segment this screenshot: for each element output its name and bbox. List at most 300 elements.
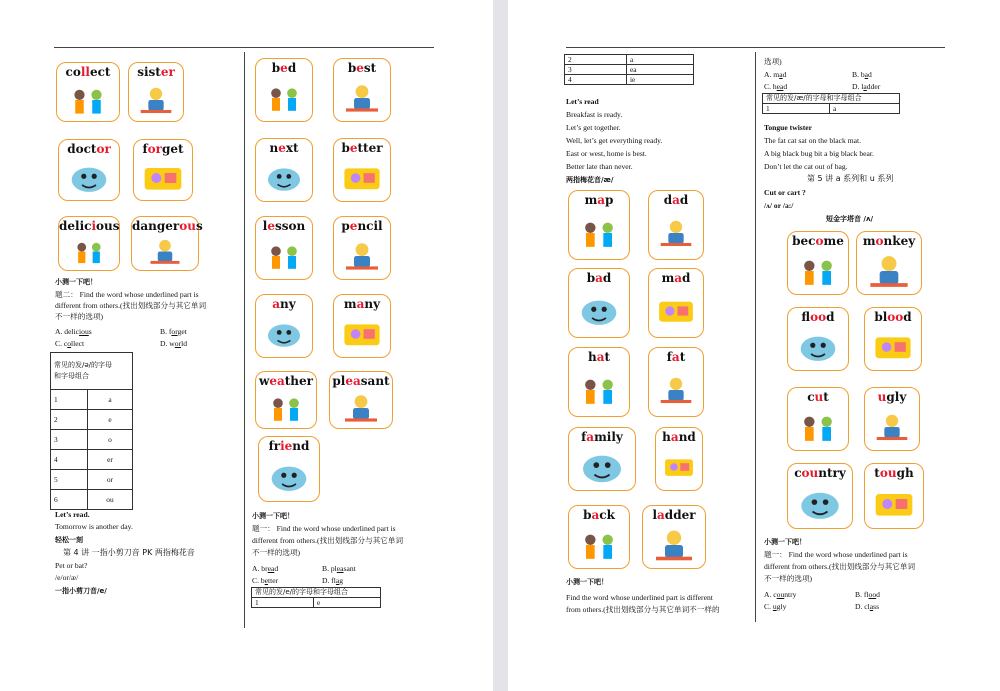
header-rule: [566, 47, 945, 48]
card-word: [256, 141, 312, 155]
word-part: fr: [268, 439, 281, 453]
option-d: D. flag: [322, 576, 344, 585]
word-part: ny: [280, 297, 296, 311]
word-card: [58, 139, 120, 201]
table-cell: 3: [565, 65, 627, 75]
word-card: [642, 505, 706, 569]
table-header: 常见的发/e/的字母和字母组合: [252, 588, 381, 598]
family-icon: [573, 448, 631, 486]
word-part: m: [862, 234, 876, 248]
word-card: [568, 505, 630, 569]
word-card: [131, 216, 203, 271]
letter-table-e-cont: [564, 54, 694, 85]
option-a: A. country: [764, 590, 797, 599]
card-word: [59, 219, 119, 233]
card-word: [865, 466, 923, 480]
table-row: [51, 430, 133, 450]
word-part: b: [347, 61, 357, 75]
card-word: [256, 219, 312, 233]
word-part: h: [662, 430, 671, 444]
table-cell: a: [88, 390, 133, 410]
tongue-twister-title: Tongue twister: [764, 123, 813, 132]
scissor-sound-title: 一指小剪刀音/e/: [55, 587, 107, 595]
word-part: f: [142, 142, 148, 156]
card-word: [865, 310, 921, 324]
read-line: Well, let’s get everything ready.: [566, 136, 663, 145]
card-word: [129, 65, 183, 79]
word-highlight: e: [280, 61, 288, 75]
word-highlight: a: [597, 193, 606, 207]
word-highlight: er: [160, 65, 175, 79]
word-part: m: [343, 297, 357, 311]
question-line: different from others.(找出划线部分与其它单词: [764, 562, 916, 571]
practice-title: 小测一下吧！: [252, 512, 294, 520]
word-card: [255, 294, 313, 358]
next-kids-icon: [260, 159, 308, 197]
card-word: [256, 297, 312, 311]
question-line: 题一： Find the word whose underlined part is: [252, 524, 396, 533]
word-highlight: oo: [887, 310, 904, 324]
read-line: Let’s get together.: [566, 123, 621, 132]
word-card: [787, 463, 853, 529]
word-part: nd: [678, 430, 696, 444]
table-row: [51, 410, 133, 430]
lesson-4-title: 第 4 讲 一指小剪刀音 PK 两指梅花音: [63, 548, 195, 557]
word-part: fl: [801, 310, 811, 324]
card-word: [643, 508, 705, 522]
read-line: Tomorrow is another day.: [55, 522, 133, 531]
word-part: sist: [137, 65, 161, 79]
fat-man-icon: [653, 368, 699, 412]
table-cell: 4: [565, 75, 627, 85]
word-part: dder: [664, 508, 696, 522]
word-card: [864, 387, 920, 451]
word-highlight: a: [670, 430, 679, 444]
word-card: [864, 463, 924, 529]
word-part: c: [794, 466, 802, 480]
word-highlight: e: [349, 219, 358, 233]
word-part: nkey: [883, 234, 916, 248]
table-cell: er: [88, 450, 133, 470]
word-part: p: [605, 193, 614, 207]
sisters-icon: [133, 83, 179, 117]
card-word: [330, 374, 392, 388]
blackboard-icon: [260, 237, 308, 275]
pleasant-icon: [334, 392, 388, 424]
word-highlight: i: [91, 219, 97, 233]
card-word: [569, 271, 629, 285]
table-cell: 3: [51, 430, 88, 450]
doctor-icon: [63, 160, 115, 196]
card-word: [57, 65, 119, 79]
monkey-icon: [861, 252, 917, 290]
karate-icon: [869, 484, 919, 524]
word-part: l: [262, 219, 268, 233]
word-part: nd: [292, 439, 310, 453]
word-card: [333, 138, 391, 202]
word-highlight: a: [591, 508, 600, 522]
word-card: [655, 427, 703, 491]
word-highlight: ou: [801, 466, 819, 480]
lesson-5-title: 第 5 讲 a 系列和 u 系列: [807, 174, 894, 183]
word-part: xt: [285, 141, 299, 155]
word-card: [333, 294, 391, 358]
word-part: w: [259, 374, 270, 388]
best-photo-icon: [338, 79, 386, 117]
table-cell: 2: [51, 410, 88, 430]
table-row: [565, 75, 694, 85]
card-word: [649, 350, 703, 364]
read-line: A big black bug bit a big black bear.: [764, 149, 874, 158]
mad-man-icon: [653, 289, 699, 333]
word-highlight: u: [877, 390, 887, 404]
option-b: B. forget: [160, 327, 187, 336]
column-divider: [755, 52, 756, 622]
card-word: [256, 61, 312, 75]
word-part: get: [161, 142, 184, 156]
card-word: [788, 234, 848, 248]
table-cell: 1: [763, 104, 830, 114]
question-line: 选项): [764, 57, 782, 66]
word-highlight: a: [674, 271, 683, 285]
word-part: c: [807, 390, 815, 404]
word-part: sson: [274, 219, 306, 233]
card-word: [569, 193, 629, 207]
back-kids-icon: [573, 526, 625, 564]
word-card: [787, 387, 849, 451]
card-word: [569, 350, 629, 364]
option-b: B. flood: [855, 590, 880, 599]
word-card: [864, 307, 922, 371]
word-card: [56, 62, 120, 122]
card-word: [649, 271, 703, 285]
card-word: [259, 439, 319, 453]
word-highlight: a: [272, 297, 281, 311]
table-header: 常见的发/æ/的字母和字母组合: [763, 94, 900, 104]
word-highlight: ea: [345, 374, 361, 388]
word-card: [255, 58, 313, 122]
cake-icon: [63, 237, 115, 266]
table-cell: a: [627, 55, 694, 65]
word-card: [648, 347, 704, 417]
question-line: different from others.(找出划线部分与其它单词: [55, 301, 207, 310]
word-part: ous: [96, 219, 120, 233]
word-part: b: [271, 61, 281, 75]
word-card: [333, 216, 391, 280]
word-part: gly: [886, 390, 907, 404]
table-cell: 1: [252, 598, 314, 608]
many-faces-icon: [338, 315, 386, 353]
table-cell: 2: [565, 55, 627, 65]
word-highlight: a: [671, 350, 680, 364]
option-d: D. world: [160, 339, 188, 348]
word-part: h: [587, 350, 597, 364]
word-part: t: [604, 350, 611, 364]
option-c: C. head: [764, 82, 788, 91]
word-part: pl: [332, 374, 346, 388]
table-cell: ie: [627, 75, 694, 85]
option-b: B. bad: [852, 70, 872, 79]
word-part: ncil: [357, 219, 383, 233]
question-line: from others.(找出划线部分与其它单词不一样的: [566, 605, 720, 614]
card-word: [569, 430, 635, 444]
word-part: f: [666, 350, 672, 364]
question-line: Find the word whose underlined part is different: [566, 593, 713, 602]
word-highlight: oo: [810, 310, 827, 324]
phonetic-line: /ʌ/ or /a:/: [764, 201, 794, 210]
table-header: 常见的发/ə/的字母: [54, 361, 113, 369]
ladder-icon: [647, 526, 701, 564]
short-pyramid-title: 短金字塔音 /ʌ/: [826, 215, 874, 223]
cut-tree-icon: [792, 408, 844, 446]
word-part: f: [581, 430, 587, 444]
table-cell: 5: [51, 470, 88, 490]
option-d: D. class: [855, 602, 880, 611]
word-part: ck: [599, 508, 615, 522]
pet-or-bat: Pet or bat?: [55, 561, 88, 570]
lets-read-title: Let’s read.: [55, 510, 90, 519]
table-cell: o: [88, 430, 133, 450]
word-card: [568, 190, 630, 260]
word-part: doct: [67, 142, 97, 156]
word-part: d: [682, 271, 691, 285]
flood-icon: [792, 328, 844, 366]
word-part: d: [826, 310, 835, 324]
word-part: ntry: [818, 466, 846, 480]
letter-table-e: [251, 587, 381, 608]
blood-icon: [869, 328, 917, 366]
word-part: me: [823, 234, 844, 248]
word-part: b: [583, 508, 592, 522]
word-card: [568, 268, 630, 338]
hat-icon: [573, 368, 625, 412]
read-line: Don’t let the cat out of bag.: [764, 162, 848, 171]
word-highlight: o: [815, 234, 824, 248]
word-part: ect: [89, 65, 111, 79]
option-c: C. better: [252, 576, 279, 585]
letter-table-schwa: [50, 352, 133, 510]
word-card: [329, 371, 393, 429]
practice-title: 小测一下吧！: [566, 578, 608, 586]
word-part: mily: [594, 430, 623, 444]
word-highlight: e: [349, 141, 358, 155]
hand-icon: [660, 448, 698, 486]
relax-title: 轻松一刻: [55, 536, 83, 544]
word-part: s: [195, 219, 203, 233]
word-card: [648, 268, 704, 338]
table-cell: ou: [88, 490, 133, 510]
word-highlight: e: [278, 141, 286, 155]
word-highlight: u: [814, 390, 824, 404]
word-card: [568, 347, 630, 417]
word-part: d: [287, 61, 297, 75]
question-mark-icon: [260, 315, 308, 353]
word-highlight: a: [672, 193, 680, 207]
table-cell: 6: [51, 490, 88, 510]
tiger-icon: [136, 237, 194, 266]
table-row: [565, 65, 694, 75]
card-word: [334, 297, 390, 311]
option-a: A. bread: [252, 564, 279, 573]
table-row: [51, 470, 133, 490]
pencil-icon: [338, 237, 386, 275]
card-word: [857, 234, 921, 248]
table-header: 和字母组合: [54, 372, 89, 380]
option-a: A. delicious: [55, 327, 92, 336]
table-row: [565, 55, 694, 65]
table-cell: 4: [51, 450, 88, 470]
word-part: bl: [874, 310, 888, 324]
page-gutter: [493, 0, 508, 691]
friends-icon: [263, 457, 315, 497]
table-cell: or: [88, 470, 133, 490]
word-part: ther: [284, 374, 313, 388]
option-c: C. collect: [55, 339, 85, 348]
bad-bird-icon: [573, 289, 625, 333]
word-part: sant: [360, 374, 390, 388]
word-part: b: [586, 271, 596, 285]
letter-table-ae: [762, 93, 900, 114]
word-card: [133, 139, 193, 201]
word-part: n: [269, 141, 279, 155]
question-line: different from others.(找出划线部分与其它单词: [252, 536, 404, 545]
card-word: [334, 141, 390, 155]
word-part: tter: [357, 141, 383, 155]
column-divider: [244, 52, 245, 628]
plum-sound-title: 两指梅花音/æ/: [566, 176, 614, 184]
word-highlight: ou: [879, 466, 897, 480]
card-word: [334, 61, 390, 75]
word-part: p: [341, 219, 350, 233]
word-highlight: e: [267, 219, 275, 233]
question-line: 题二： Find the word whose underlined part is: [55, 290, 199, 299]
word-part: gh: [896, 466, 914, 480]
word-part: danger: [132, 219, 180, 233]
word-part: co: [65, 65, 81, 79]
word-part: d: [679, 193, 689, 207]
option-d: D. ladder: [852, 82, 881, 91]
dad-icon: [653, 211, 699, 255]
word-part: st: [363, 61, 377, 75]
word-highlight: ea: [269, 374, 285, 388]
word-card: [333, 58, 391, 122]
card-word: [569, 508, 629, 522]
word-card: [648, 190, 704, 260]
word-highlight: o: [875, 234, 884, 248]
word-highlight: ie: [280, 439, 293, 453]
word-card: [255, 371, 317, 429]
word-card: [255, 216, 313, 280]
card-word: [656, 430, 702, 444]
word-highlight: e: [356, 61, 364, 75]
word-card: [568, 427, 636, 491]
clown-icon: [792, 252, 844, 290]
practice-title: 小测一下吧！: [764, 538, 806, 546]
ogre-icon: [869, 408, 915, 446]
word-part: d: [903, 310, 912, 324]
word-card: [787, 307, 849, 371]
card-word: [334, 219, 390, 233]
bed-icon: [260, 79, 308, 117]
word-part: m: [661, 271, 675, 285]
table-cell: 1: [51, 390, 88, 410]
option-a: A. mad: [764, 70, 787, 79]
option-c: C. ugly: [764, 602, 787, 611]
table-row: [51, 490, 133, 510]
word-card: [856, 231, 922, 295]
phonetic-line: /e/or/æ/: [55, 573, 79, 582]
table-cell: e: [88, 410, 133, 430]
word-part: t: [679, 350, 686, 364]
card-word: [256, 374, 316, 388]
word-part: d: [602, 271, 612, 285]
card-word: [59, 142, 119, 156]
word-card: [255, 138, 313, 202]
word-highlight: a: [356, 297, 365, 311]
word-highlight: ll: [80, 65, 90, 79]
table-row: [51, 450, 133, 470]
world-map-icon: [573, 211, 625, 255]
word-highlight: ou: [179, 219, 196, 233]
word-highlight: a: [595, 271, 603, 285]
word-part: b: [341, 141, 350, 155]
weather-icon: [260, 392, 312, 424]
word-part: bec: [792, 234, 816, 248]
word-highlight: a: [586, 430, 595, 444]
question-line: 不一样的选项): [764, 574, 813, 583]
table-cell: ea: [627, 65, 694, 75]
option-b: B. pleasant: [322, 564, 356, 573]
read-line: East or west, home is best.: [566, 149, 647, 158]
kid-drawing-icon: [61, 83, 115, 117]
word-part: t: [874, 466, 880, 480]
card-word: [788, 310, 848, 324]
read-line: The fat cat sat on the black mat.: [764, 136, 861, 145]
word-card: [58, 216, 120, 271]
word-highlight: a: [657, 508, 665, 522]
card-word: [788, 390, 848, 404]
word-card: [787, 231, 849, 295]
lets-read-title: Let’s read: [566, 97, 599, 106]
better-monster-icon: [338, 159, 386, 197]
word-part: delic: [59, 219, 92, 233]
word-part: l: [652, 508, 658, 522]
table-cell: a: [830, 104, 900, 114]
card-word: [134, 142, 192, 156]
word-highlight: or: [147, 142, 162, 156]
card-word: [865, 390, 919, 404]
card-word: [788, 466, 852, 480]
word-highlight: or: [96, 142, 111, 156]
question-line: 不一样的选项): [252, 548, 301, 557]
read-line: Breakfast is ready.: [566, 110, 623, 119]
word-part: ny: [364, 297, 381, 311]
globe-icon: [792, 484, 848, 524]
cut-or-cart: Cut or cart ?: [764, 188, 806, 197]
forgetful-man-icon: [138, 160, 188, 196]
card-word: [132, 219, 203, 233]
header-rule: [54, 47, 434, 48]
word-highlight: a: [596, 350, 605, 364]
table-row: [51, 390, 133, 410]
word-part: m: [584, 193, 598, 207]
word-part: t: [823, 390, 829, 404]
table-cell: e: [314, 598, 381, 608]
card-word: [649, 193, 703, 207]
word-part: d: [663, 193, 673, 207]
question-line: 题一： Find the word whose underlined part is: [764, 550, 908, 559]
word-card: [128, 62, 184, 122]
